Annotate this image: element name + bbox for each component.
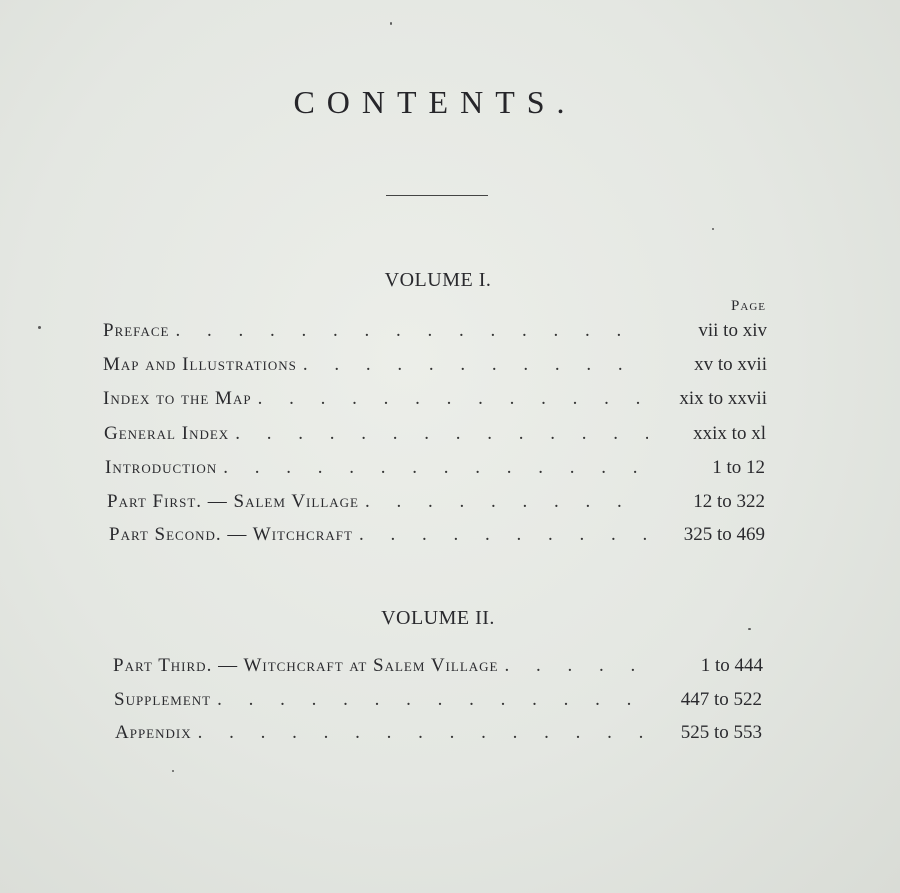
paper-speck (172, 770, 174, 772)
volume-1-heading: VOLUME I. (384, 269, 492, 291)
dot-leader (169, 320, 649, 342)
paper-speck (38, 326, 41, 329)
dot-leader (229, 423, 648, 445)
paper-speck (390, 22, 392, 25)
toc-entry (103, 320, 767, 346)
title-divider (386, 195, 488, 196)
toc-entry (103, 354, 767, 380)
toc-entry-pages: 1 to 12 (712, 457, 765, 478)
toc-entry-title: Introduction (105, 457, 218, 478)
toc-entry-pages: 325 to 469 (683, 524, 765, 545)
toc-entry-pages: xxix to xl (693, 423, 766, 444)
dot-leader (217, 457, 647, 479)
toc-entry-title: Map and Illustrations (103, 354, 297, 375)
toc-entry (107, 491, 765, 517)
toc-entry-title: Preface (103, 320, 170, 341)
dot-leader (252, 388, 649, 410)
toc-entry-title: Part Second. — Witchcraft (109, 524, 353, 545)
toc-entry-title: Part Third. — Witchcraft at Salem Village (113, 655, 499, 676)
toc-entry-title: Supplement (114, 689, 212, 710)
dot-leader (192, 722, 644, 744)
dot-leader (353, 524, 647, 546)
dot-leader (499, 655, 656, 677)
toc-entry (114, 689, 762, 715)
dot-leader (359, 491, 647, 513)
toc-entry (115, 722, 762, 748)
toc-entry-title: Index to the Map (103, 388, 252, 409)
page-column-label: Page (731, 298, 766, 314)
paper-speck (712, 228, 714, 230)
dot-leader (297, 354, 649, 376)
volume-2-heading: VOLUME II. (381, 607, 495, 629)
paper-speck (748, 628, 751, 630)
toc-entry (105, 457, 765, 483)
toc-entry (113, 655, 763, 681)
toc-entry-pages: 525 to 553 (680, 722, 762, 743)
toc-entry-pages: 1 to 444 (700, 655, 763, 676)
toc-entry-pages: xv to xvii (694, 354, 767, 375)
dot-leader (211, 689, 644, 711)
toc-entry-pages: 12 to 322 (693, 491, 765, 512)
toc-entry-pages: 447 to 522 (680, 689, 762, 710)
page-title: CONTENTS. (293, 84, 577, 120)
toc-entry-pages: xix to xxvii (679, 388, 767, 409)
toc-entry-title: Appendix (115, 722, 192, 743)
toc-entry (109, 524, 765, 550)
toc-entry (104, 423, 766, 449)
toc-entry (103, 388, 767, 414)
toc-entry-title: Part First. — Salem Village (107, 491, 359, 512)
toc-entry-title: General Index (104, 423, 230, 444)
toc-entry-pages: vii to xiv (698, 320, 767, 341)
